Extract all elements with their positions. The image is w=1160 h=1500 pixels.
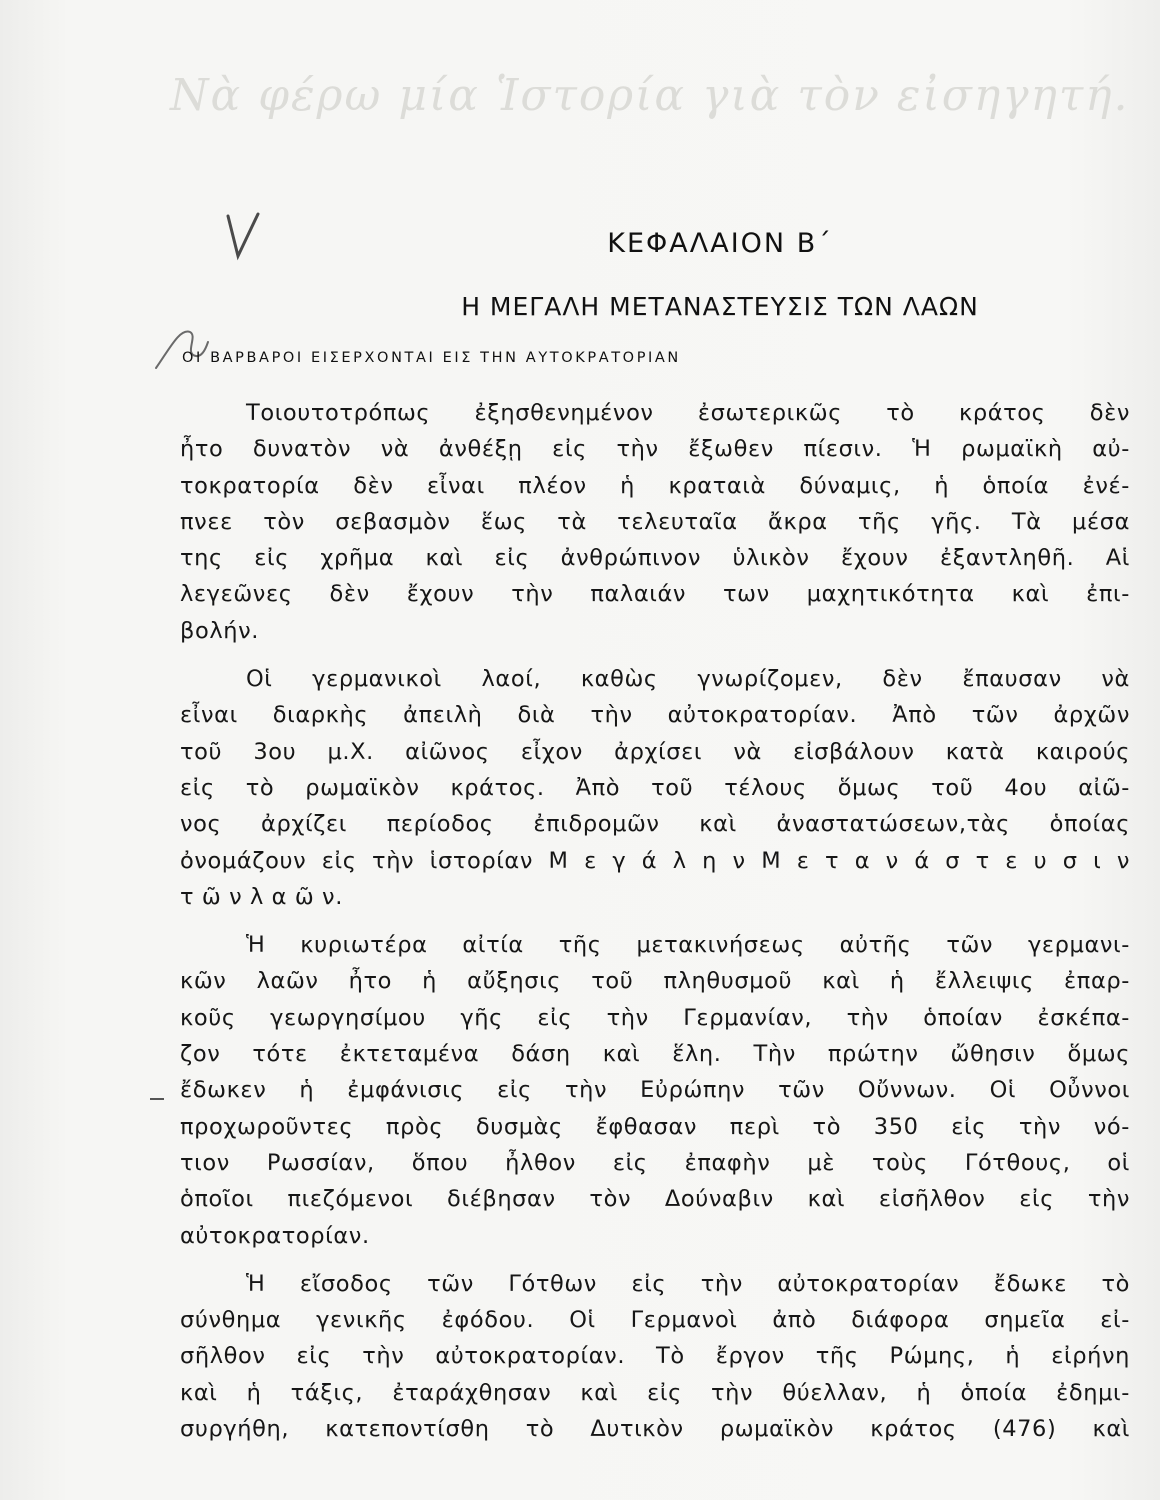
paragraph	[180, 661, 1130, 915]
text-line: εἰς τὸ ρωμαϊκὸν κράτος. Ἀπὸ τοῦ τέλους ὅμως τοῦ 4ου αἰῶ-	[180, 774, 1130, 801]
text-line: ζον τότε ἐκτεταμένα δάση καὶ ἕλη. Τὴν πρώτην ὤθησιν ὅμως	[180, 1041, 1130, 1068]
text-line: Τοιουτοτρόπως ἐξησθενημένον ἐσωτερικῶς τὸ κράτος δὲν	[246, 400, 1130, 426]
text-line: κῶν λαῶν ἦτο ἡ αὔξησις τοῦ πληθυσμοῦ καὶ ἡ ἔλλειψις ἐπαρ-	[180, 968, 1130, 995]
paragraph-gap	[180, 1254, 1130, 1266]
text-line: αὐτοκρατορίαν.	[180, 1222, 370, 1249]
text-line: νος ἀρχίζει περίοδος ἐπιδρομῶν καὶ ἀναστατώσεων,τὰς ὁποίας	[180, 811, 1130, 838]
text-line: πνεε τὸν σεβασμὸν ἕως τὰ τελευταῖα ἄκρα τῆς γῆς. Τὰ μέσα	[180, 508, 1130, 535]
text-line: προχωροῦντες πρὸς δυσμὰς ἔφθασαν περὶ τὸ 350 εἰς τὴν νό-	[180, 1113, 1130, 1140]
text-line: σῆλθον εἰς τὴν αὐτοκρατορίαν. Τὸ ἔργον τῆς Ρώμης, ἡ εἰρήνη	[180, 1343, 1130, 1370]
text-line: τιον Ρωσσίαν, ὅπου ἦλθον εἰς ἐπαφὴν μὲ τοὺς Γότθους, οἱ	[180, 1149, 1130, 1176]
text-line: Οἱ γερμανικοὶ λαοί, καθὼς γνωρίζομεν, δὲν ἔπαυσαν νὰ	[246, 666, 1130, 693]
chapter-heading: ΚΕΦΑΛΑΙΟΝ Β΄	[607, 228, 833, 259]
text-line: λεγεῶνες δὲν ἔχουν τὴν παλαιάν των μαχητικότητα καὶ ἐπι-	[180, 581, 1130, 608]
text-line: τοῦ 3ου μ.Χ. αἰῶνος εἶχον ἀρχίσει νὰ εἰσβάλουν κατὰ καιρούς	[180, 738, 1130, 765]
paragraph	[180, 1266, 1130, 1447]
text-line: τ ῶ ν λ α ῶ ν.	[180, 883, 343, 910]
text-line: σύνθημα γενικῆς ἐφόδου. Οἱ Γερμανοὶ ἀπὸ διάφορα σημεῖα εἰ-	[180, 1307, 1130, 1334]
section-heading: ΟΙ ΒΑΡΒΑΡΟΙ ΕΙΣΕΡΧΟΝΤΑΙ ΕΙΣ ΤΗΝ ΑΥΤΟΚΡΑΤΟΡΙΑΝ	[182, 350, 681, 366]
body-text	[180, 395, 1130, 1447]
paragraph-gap	[180, 915, 1130, 927]
handwritten-margin-note: Νὰ φέρω μία Ἱστορία γιὰ τὸν εἰσηγητή.	[170, 70, 1130, 121]
text-line: συργήθη, κατεποντίσθη τὸ Δυτικὸν ρωμαϊκὸν κράτος (476) καὶ	[180, 1416, 1130, 1443]
text-line: ὁποῖοι πιεζόμενοι διέβησαν τὸν Δούναβιν καὶ εἰσῆλθον εἰς τὴν	[180, 1186, 1130, 1213]
text-line: βολήν.	[180, 617, 260, 644]
paragraph-gap	[180, 649, 1130, 661]
paragraph	[180, 927, 1130, 1254]
text-line: Ἡ κυριωτέρα αἰτία τῆς μετακινήσεως αὐτῆς τῶν γερμανι-	[246, 932, 1130, 959]
text-line: εἶναι διαρκὴς ἀπειλὴ διὰ τὴν αὐτοκρατορίαν. Ἀπὸ τῶν ἀρχῶν	[180, 702, 1130, 729]
margin-dash-mark	[150, 1098, 164, 1100]
text-line: καὶ ἡ τάξις, ἐταράχθησαν καὶ εἰς τὴν θύελλαν, ἡ ὁποία ἐδημι-	[180, 1379, 1130, 1406]
chapter-title: Η ΜΕΓΑΛΗ ΜΕΤΑΝΑΣΤΕΥΣΙΣ ΤΩΝ ΛΑΩΝ	[461, 292, 979, 321]
text-line: της εἰς χρῆμα καὶ εἰς ἀνθρώπινον ὑλικὸν ἔχουν ἐξαντληθῆ. Αἱ	[180, 545, 1130, 572]
margin-pencil-mark-icon	[150, 318, 210, 378]
text-line: ἔδωκεν ἡ ἐμφάνισις εἰς τὴν Εὐρώπην τῶν Οὔννων. Οἱ Οὖννοι	[180, 1077, 1130, 1104]
text-line: ὀνομάζουν εἰς τὴν ἱστορίαν Μ ε γ ά λ η ν Μ ε τ α ν ά σ τ ε υ σ ι ν	[180, 847, 1130, 874]
text-line: Ἡ εἴσοδος τῶν Γότθων εἰς τὴν αὐτοκρατορίαν ἔδωκε τὸ	[246, 1270, 1130, 1297]
text-line: κοῦς γεωργησίμου γῆς εἰς τὴν Γερμανίαν, τὴν ὁποίαν ἐσκέπα-	[180, 1004, 1130, 1031]
paragraph	[180, 395, 1130, 649]
text-line: τοκρατορία δὲν εἶναι πλέον ἡ κραταιὰ δύναμις, ἡ ὁποία ἐνέ-	[180, 472, 1130, 499]
text-line: ἦτο δυνατὸν νὰ ἀνθέξῃ εἰς τὴν ἔξωθεν πίεσιν. Ἡ ρωμαϊκὴ αὐ-	[180, 436, 1130, 463]
